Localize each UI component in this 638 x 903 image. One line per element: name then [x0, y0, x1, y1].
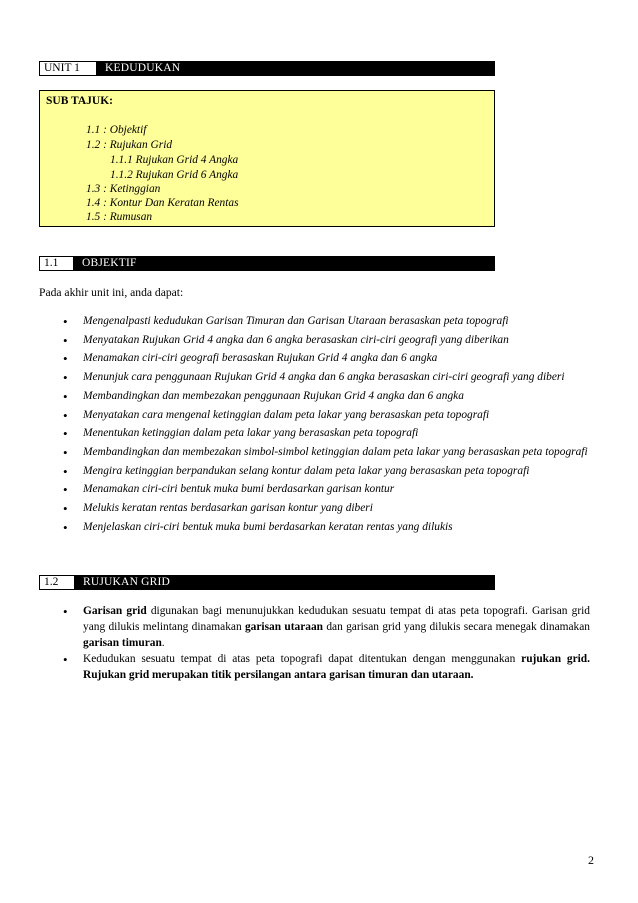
subtopic-item: 1.3 : Ketinggian — [86, 183, 161, 195]
term-garisan-timuran: garisan timuran — [83, 636, 162, 649]
section-rujukan-grid-bar — [39, 575, 495, 590]
page-number: 2 — [588, 853, 594, 867]
objective-item: • Mengenalpasti kedudukan Garisan Timuran dan Garisan Utaraan berasaskan peta topografi — [0, 314, 593, 329]
section-number: 1.2 — [40, 576, 75, 589]
objective-item: • Menamakan ciri-ciri bentuk muka bumi berdasarkan garisan kontur — [0, 482, 593, 497]
section-title: OBJEKTIF — [82, 257, 137, 269]
objective-item: • Mengira ketinggian berpandukan selang kontur dalam peta lakar yang berasaskan peta topografi — [0, 464, 593, 479]
subtopic-item: 1.5 : Rumusan — [86, 211, 153, 223]
objective-item: • Menjelaskan ciri-ciri bentuk muka bumi berdasarkan keratan rentas yang dilukis — [0, 520, 593, 535]
section-title: RUJUKAN GRID — [83, 576, 171, 588]
term-garisan-grid: Garisan grid — [83, 605, 147, 617]
unit-header-bar — [39, 61, 495, 76]
term-garisan-utaraan: garisan utaraan — [244, 620, 323, 633]
grid-explanation-list — [0, 604, 590, 685]
subtopic-item: 1.1 : Objektif — [86, 124, 147, 136]
section-objektif-bar — [39, 256, 495, 271]
paragraph-text: dan garisan grid yang dilukis secara menegak dinamakan — [323, 620, 590, 633]
paragraph-text: digunakan bagi menunujukkan kedudukan sesuatu tempat di atas peta topografi. Garisan grid yang dilukis melintang dinamakan — [83, 605, 590, 633]
subtopics-box — [39, 90, 495, 227]
unit-title: KEDUDUKAN — [105, 62, 181, 74]
paragraph-text: . — [161, 636, 165, 649]
subtopic-subitem: 1.1.1 Rujukan Grid 4 Angka — [110, 154, 239, 166]
objective-item: • Menyatakan cara mengenal ketinggian dalam peta lakar yang berasaskan peta topografi — [0, 408, 593, 423]
subtopic-item: 1.4 : Kontur Dan Keratan Rentas — [86, 197, 239, 209]
grid-paragraph — [0, 604, 590, 651]
subtopics-heading: SUB TAJUK: — [46, 95, 113, 107]
objective-item: • Menyatakan Rujukan Grid 4 angka dan 6 angka berasaskan ciri-ciri geografi yang diberikan — [0, 333, 593, 348]
grid-paragraph — [0, 652, 590, 684]
objective-item: • Membandingkan dan membezakan penggunaan Rujukan Grid 4 angka dan 6 angka — [0, 389, 593, 404]
section-number: 1.1 — [40, 257, 74, 270]
objectives-intro: Pada akhir unit ini, anda dapat: — [39, 286, 184, 299]
objective-item: • Menamakan ciri-ciri geografi berasaskan Rujukan Grid 4 angka dan 6 angka — [0, 351, 593, 366]
objectives-list — [0, 314, 638, 538]
objective-item: • Menunjuk cara penggunaan Rujukan Grid 4 angka dan 6 angka berasaskan ciri-ciri geografi yang diberi — [0, 370, 593, 385]
objective-item: • Melukis keratan rentas berdasarkan garisan kontur yang diberi — [0, 501, 593, 516]
objective-item: • Menentukan ketinggian dalam peta lakar yang berasaskan peta topografi — [0, 426, 593, 441]
subtopic-item: 1.2 : Rujukan Grid — [86, 139, 173, 151]
subtopic-subitem: 1.1.2 Rujukan Grid 6 Angka — [110, 169, 239, 181]
unit-number: UNIT 1 — [40, 62, 97, 75]
paragraph-text: Kedudukan sesuatu tempat di atas peta topografi dapat ditentukan dengan menggunakan — [83, 653, 522, 666]
term-rujukan-grid: rujukan grid. Rujukan grid merupakan titik persilangan antara garisan timuran dan utaraan. — [83, 653, 590, 682]
objective-item: • Membandingkan dan membezakan simbol-simbol ketinggian dalam peta lakar yang berasaskan peta topografi — [0, 445, 593, 460]
